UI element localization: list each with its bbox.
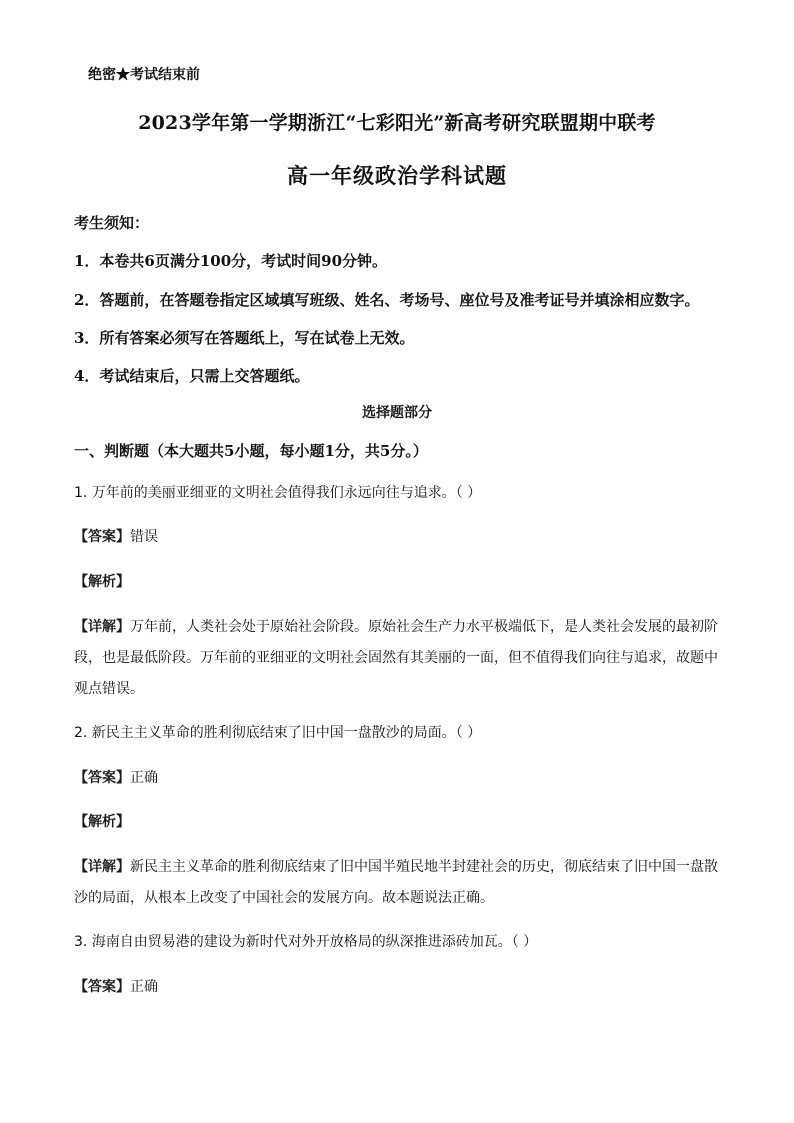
question-1-analysis (74, 571, 130, 591)
question-1-detail-line-2: 段，也是最低阶段。万年前的亚细亚的文明社会固然有其美丽的一面，但不值得我们向往与追求，故题中 (74, 650, 718, 666)
notice-item-1: 1．本卷共6页满分100分，考试时间90分钟。 (74, 252, 388, 270)
answer-value: 正确 (130, 770, 158, 786)
question-3-stem: 3. 海南自由贸易港的建设为新时代对外开放格局的纵深推进添砖加瓦。（ ） (74, 934, 538, 950)
analysis-label: 【解析】 (74, 814, 130, 830)
notice-item-4: 4．考试结束后，只需上交答题纸。 (74, 367, 310, 385)
answer-label: 【答案】 (74, 770, 130, 786)
question-1-detail-line-3: 观点错误。 (74, 681, 144, 697)
section-title: 选择题部分 (362, 405, 432, 421)
answer-value: 错误 (130, 529, 158, 545)
confidential-mark: 绝密★考试结束前 (88, 67, 200, 83)
question-1-detail-line-1 (74, 616, 718, 636)
detail-label: 【详解】 (74, 859, 130, 875)
question-1-stem: 1. 万年前的美丽亚细亚的文明社会值得我们永远向往与追求。（ ） (74, 485, 482, 501)
part-title: 一、判断题（本大题共5小题，每小题1分，共5分。） (74, 442, 428, 460)
notice-item-3: 3．所有答案必须写在答题纸上，写在试卷上无效。 (74, 329, 415, 347)
detail-label: 【详解】 (74, 619, 130, 635)
notice-item-2: 2．答题前，在答题卷指定区域填写班级、姓名、考场号、座位号及准考证号并填涂相应数字。 (74, 291, 700, 309)
exam-title: 2023学年第一学期浙江“七彩阳光”新高考研究联盟期中联考 (138, 112, 656, 134)
question-2-detail-line-2: 沙的局面，从根本上改变了中国社会的发展方向。故本题说法正确。 (74, 890, 494, 906)
question-2-detail-line-1 (74, 856, 718, 876)
answer-label: 【答案】 (74, 529, 130, 545)
exam-subtitle: 高一年级政治学科试题 (287, 163, 507, 188)
detail-text: 万年前，人类社会处于原始社会阶段。原始社会生产力水平极端低下，是人类社会发展的最初阶 (130, 619, 718, 635)
question-3-answer (74, 976, 158, 996)
question-1-answer (74, 526, 158, 546)
detail-text: 新民主主义革命的胜利彻底结束了旧中国半殖民地半封建社会的历史，彻底结束了旧中国一盘散 (130, 859, 718, 875)
answer-value: 正确 (130, 979, 158, 995)
notice-heading: 考生须知： (74, 214, 150, 232)
question-2-analysis (74, 811, 130, 831)
question-2-answer (74, 767, 158, 787)
answer-label: 【答案】 (74, 979, 130, 995)
question-2-stem: 2. 新民主主义革命的胜利彻底结束了旧中国一盘散沙的局面。（ ） (74, 725, 482, 741)
analysis-label: 【解析】 (74, 574, 130, 590)
